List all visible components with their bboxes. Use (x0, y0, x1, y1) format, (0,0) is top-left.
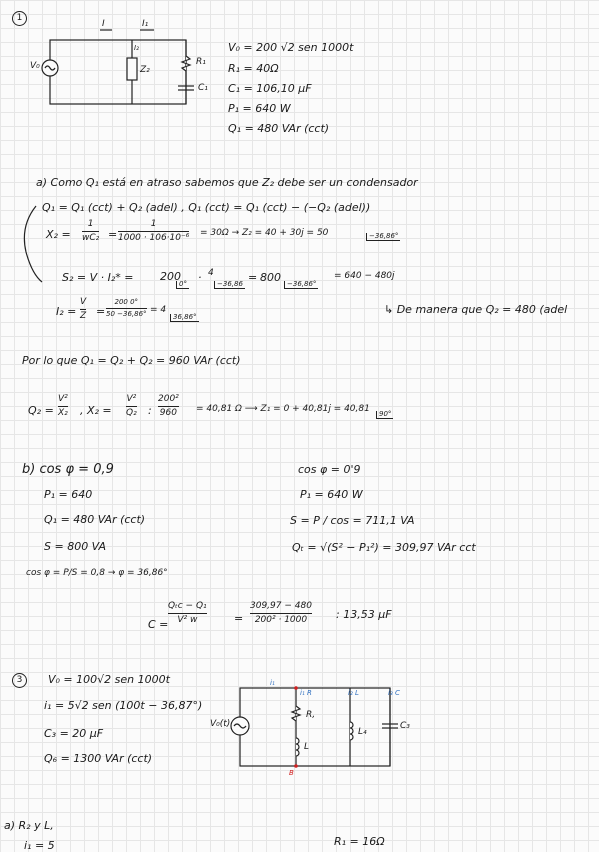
x2b-f-den: Q₂ (126, 408, 137, 418)
i2-fraction-1 (80, 298, 86, 321)
q2-fraction (58, 395, 68, 418)
c-lhs: C = (148, 618, 169, 631)
node-bottom-marker (294, 764, 298, 768)
s2-voltage: 200 (160, 270, 181, 283)
i2-fraction-2 (106, 299, 147, 318)
x2-f1-num: 1 (87, 219, 94, 229)
c-fraction-1 (168, 602, 207, 625)
i2-result: = 4 (150, 305, 167, 315)
p3-label-top-b: i₁ R (300, 689, 312, 697)
x2b-angle: 90° (376, 411, 393, 419)
q2-f-num: V² (58, 394, 68, 404)
s2-eq-sign: = (248, 271, 258, 284)
x2-fraction-1 (82, 220, 99, 243)
i2-f1-den: Z (80, 311, 87, 321)
given-c1: C₁ = 106,10 μF (228, 82, 312, 95)
x2b-f-num: V² (126, 394, 137, 404)
label-current-i2: I₂ (134, 44, 139, 52)
x2b-fraction-2 (158, 395, 179, 418)
x2-f2-num: 1 (150, 219, 157, 229)
x2b-f2-num: 200² (158, 394, 179, 404)
p3-given-v0: V₀ = 100√2 sen 1000t (48, 673, 170, 686)
i2-angle: 36,86° (170, 314, 199, 322)
i2-f1-num: V (80, 297, 87, 307)
s2-result-angle: −36,86° (284, 281, 318, 289)
problem-1-number: 1 (12, 10, 27, 26)
s2-result: 800 (260, 271, 281, 284)
given-p1: P₁ = 640 W (228, 102, 291, 115)
x2b-lhs: , X₂ = (80, 404, 112, 417)
b-cos-phi: cos φ = P/S = 0,8 → φ = 36,86° (26, 568, 168, 578)
given-v0: V₀ = 200 √2 sen 1000t (228, 41, 354, 54)
x2-eq-sign: = (108, 228, 118, 241)
inductor-l (296, 738, 299, 756)
node-top-marker (294, 686, 298, 690)
label-z2: Z₂ (140, 65, 150, 75)
circuit-3-frame (240, 688, 390, 766)
resistor-r1 (182, 56, 190, 71)
label-r1: R₁ (196, 57, 206, 67)
label-source-v0: V₀ (30, 61, 40, 71)
p3-given-i1: i₁ = 5√2 sen (100t − 36,87°) (44, 699, 203, 712)
circuit-1 (42, 30, 194, 104)
x2b-fraction (126, 395, 137, 418)
x2b-colon: : (148, 404, 152, 417)
c-f1-den: V² w (177, 615, 198, 625)
arrow-note: ↳ De manera que Q₂ = 480 (adel (384, 303, 568, 316)
i2-f2-den: 50 −36,86° (106, 310, 147, 318)
p3-label-top-c: i₂ L (348, 689, 359, 697)
b-right-s: S = P / cos = 711,1 VA (290, 514, 415, 527)
p3-label-top-d: i₃ C (388, 689, 400, 697)
impedance-z2 (127, 58, 137, 80)
brace-stroke (24, 206, 42, 282)
inductor-l4 (350, 722, 353, 740)
label-current-i1: I₁ (142, 19, 149, 29)
p3-given-q6: Q₆ = 1300 VAr (cct) (44, 752, 153, 765)
b-right-cos: cos φ = 0'9 (298, 463, 361, 476)
bottom-part-a: a) R₂ y L, (4, 819, 54, 832)
p3-label-l4: L₄ (358, 727, 367, 737)
x2b-result: = 40,81 Ω ⟶ Z₁ = 0 + 40,81j = 40,81 (196, 404, 370, 414)
q2-lhs: Q₂ = (28, 404, 54, 417)
part-a-intro: a) Como Q₁ está en atraso sabemos que Z₂ debe ser un condensador (36, 176, 418, 189)
x2-f2-den: 1000 · 106·10⁻⁶ (118, 233, 190, 243)
bottom-mid: i₁ = 5 (24, 839, 55, 852)
resistor-r (292, 706, 300, 721)
c-f2-den: 200² · 1000 (254, 615, 308, 625)
s2-voltage-angle: 0° (176, 281, 189, 289)
s2-current: 4 (208, 268, 214, 278)
label-c1: C₁ (198, 83, 208, 93)
bottom-right: R₁ = 16Ω (334, 835, 385, 848)
p3-node-bottom: B (289, 769, 294, 777)
x2-result: = 30Ω → Z₂ = 40 + 30j = 50 (200, 228, 329, 238)
p3-label-source: V₀(t) (210, 719, 231, 729)
i2-eq-sign: = (96, 305, 106, 318)
x2-fraction-2 (118, 220, 189, 243)
x2-lhs: X₂ = (46, 228, 71, 241)
b-cos: b) cos φ = 0,9 (22, 462, 114, 477)
p3-label-top-a: i₁ (270, 679, 275, 687)
given-r1: R₁ = 40Ω (228, 62, 279, 75)
c-result: : 13,53 μF (336, 608, 392, 621)
b-right-p: P₁ = 640 W (300, 488, 363, 501)
x2-f1-den: wC₂ (82, 233, 100, 243)
x2b-f2-den: 960 (159, 408, 177, 418)
q-equation: Q₁ = Q₁ (cct) + Q₂ (adel) , Q₁ (cct) = Q₁ (cct) − (−Q₂ (adel)) (42, 201, 371, 214)
s2-rect: = 640 − 480j (334, 271, 395, 281)
problem-3-number: 3 (12, 672, 27, 688)
given-q1: Q₁ = 480 VAr (cct) (228, 122, 330, 135)
x2-angle: −36,86° (366, 233, 400, 241)
label-current-i: I (102, 19, 105, 29)
i2-f2-num: 200 0° (114, 298, 139, 306)
s2-dot: · (198, 271, 202, 284)
b-p1: P₁ = 640 (44, 488, 93, 501)
circuit-1-frame (50, 40, 186, 104)
circuit-3 (231, 688, 398, 766)
p3-given-c3: C₃ = 20 μF (44, 727, 104, 740)
s2-lhs: S₂ = V · I₂* = (62, 271, 134, 284)
c-fraction-2 (250, 602, 312, 625)
c-f2-num: 309,97 − 480 (250, 601, 312, 611)
s2-current-angle: −36,86 (214, 281, 245, 289)
c-f1-num: Qₜc − Q₁ (168, 601, 207, 611)
b-right-q: Qₜ = √(S² − P₁²) = 309,97 VAr cct (292, 541, 476, 554)
b-q1: Q₁ = 480 VAr (cct) (44, 513, 146, 526)
i2-lhs: I₂ = (56, 305, 77, 318)
p3-label-r: R, (306, 710, 316, 720)
p3-label-l: L (304, 742, 310, 752)
p3-label-c: C₃ (400, 721, 410, 731)
por-lo-que: Por lo que Q₁ = Q₂ + Q₂ = 960 VAr (cct) (22, 354, 241, 367)
b-s: S = 800 VA (44, 540, 106, 553)
q2-f-den: X₂ (58, 408, 68, 418)
c-eq-sign: = (234, 612, 244, 625)
